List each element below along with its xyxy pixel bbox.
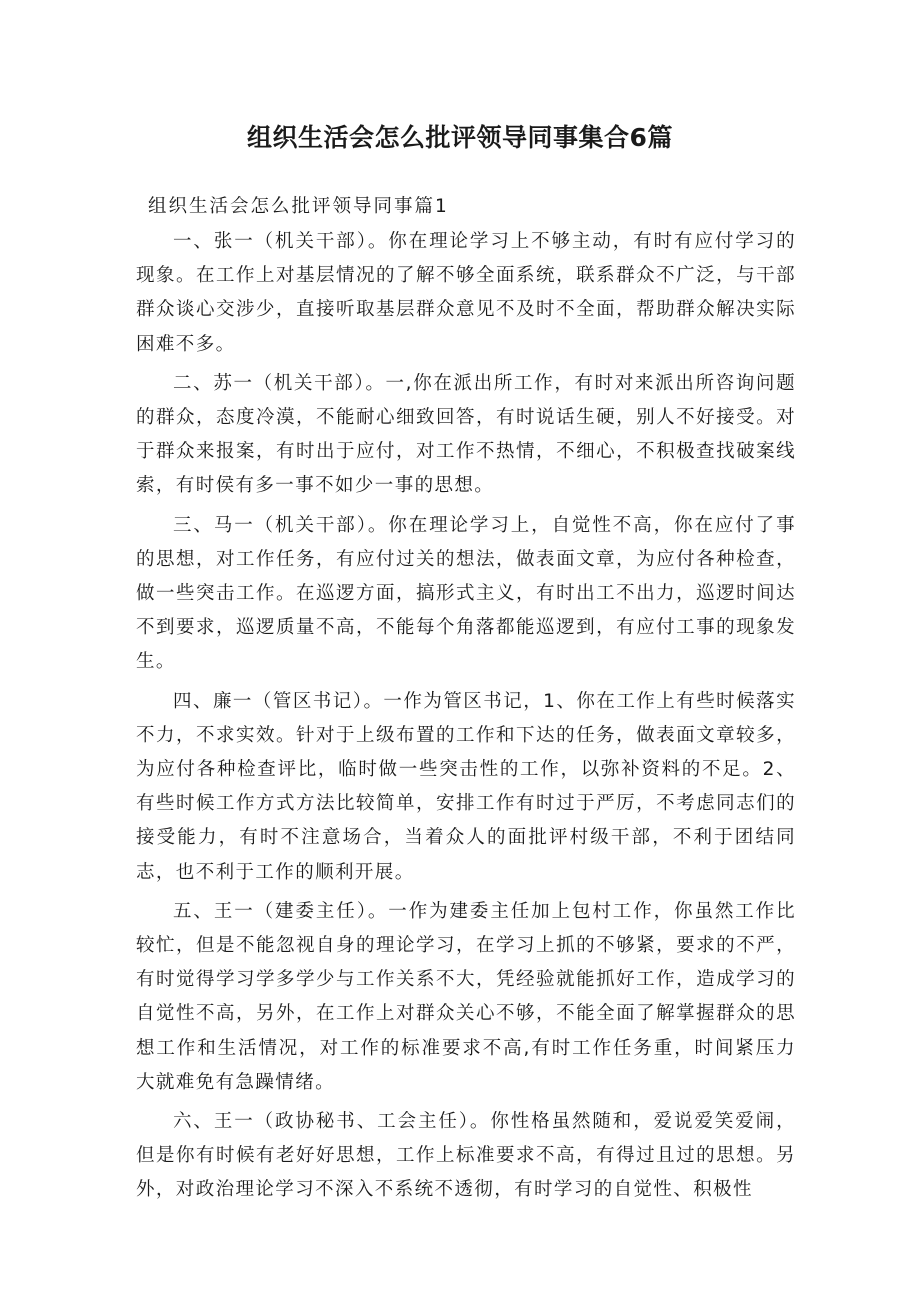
paragraph-1: 一、张一（机关干部）。你在理论学习上不够主动，有时有应付学习的现象。在工作上对基层情况的了解不够全面系统，联系群众不广泛，与干部群众谈心交涉少，直接听取基层群众意见不及时不全面，帮助群众解决实际困难不多。 (136, 231, 796, 355)
document-title: 组织生活会怎么批评领导同事集合6篇 (247, 123, 673, 152)
paragraph-2: 二、苏一（机关干部）。一,你在派出所工作，有时对来派出所咨询问题的群众，态度冷漠，不能耐心细致回答，有时说话生硬，别人不好接受。对于群众来报案，有时出于应付，对工作不热情，不细心，不积极查找破案线索，有时侯有多一事不如少一事的思想。 (136, 372, 796, 497)
paragraph-4: 四、廉一（管区书记）。一作为管区书记，1、你在工作上有些时候落实不力，不求实效。针对于上级布置的工作和下达的任务，做表面文章较多，为应付各种检查评比，临时做一些突击性的工作，以弥补资料的不足。2、有些时候工作方式方法比较简单，安排工作有时过于严厉，不考虑同志们的接受能力，有时不注意场合，当着众人的面批评村级干部，不利于团结同志，也不利于工作的顺利开展。 (136, 690, 796, 883)
paragraph-3: 三、马一（机关干部）。你在理论学习上，自觉性不高，你在应付了事的思想，对工作任务，有应付过关的想法，做表面文章，为应付各种检查，做一些突击工作。在巡逻方面，搞形式主义，有时出工不出力，巡逻时间达不到要求，巡逻质量不高，不能每个角落都能巡逻到，有应付工事的现象发生。 (136, 514, 796, 673)
section-heading: 组织生活会怎么批评领导同事篇1 (148, 196, 449, 217)
paragraph-6: 六、王一（政协秘书、工会主任）。你性格虽然随和，爱说爱笑爱闹，但是你有时候有老好好思想，工作上标准要求不高，有得过且过的思想。另外，对政治理论学习不深入不系统不透彻，有时学习的自觉性、积极性 (136, 1111, 796, 1201)
paragraph-5: 五、王一（建委主任）。一作为建委主任加上包村工作，你虽然工作比较忙，但是不能忽视自身的理论学习，在学习上抓的不够紧，要求的不严，有时觉得学习学多学少与工作关系不大，凭经验就能抓好工作，造成学习的自觉性不高，另外，在工作上对群众关心不够，不能全面了解掌握群众的思想工作和生活情况，对工作的标准要求不高,有时工作任务重，时间紧压力大就难免有急躁情绪。 (136, 900, 796, 1093)
document-body (136, 225, 796, 1213)
